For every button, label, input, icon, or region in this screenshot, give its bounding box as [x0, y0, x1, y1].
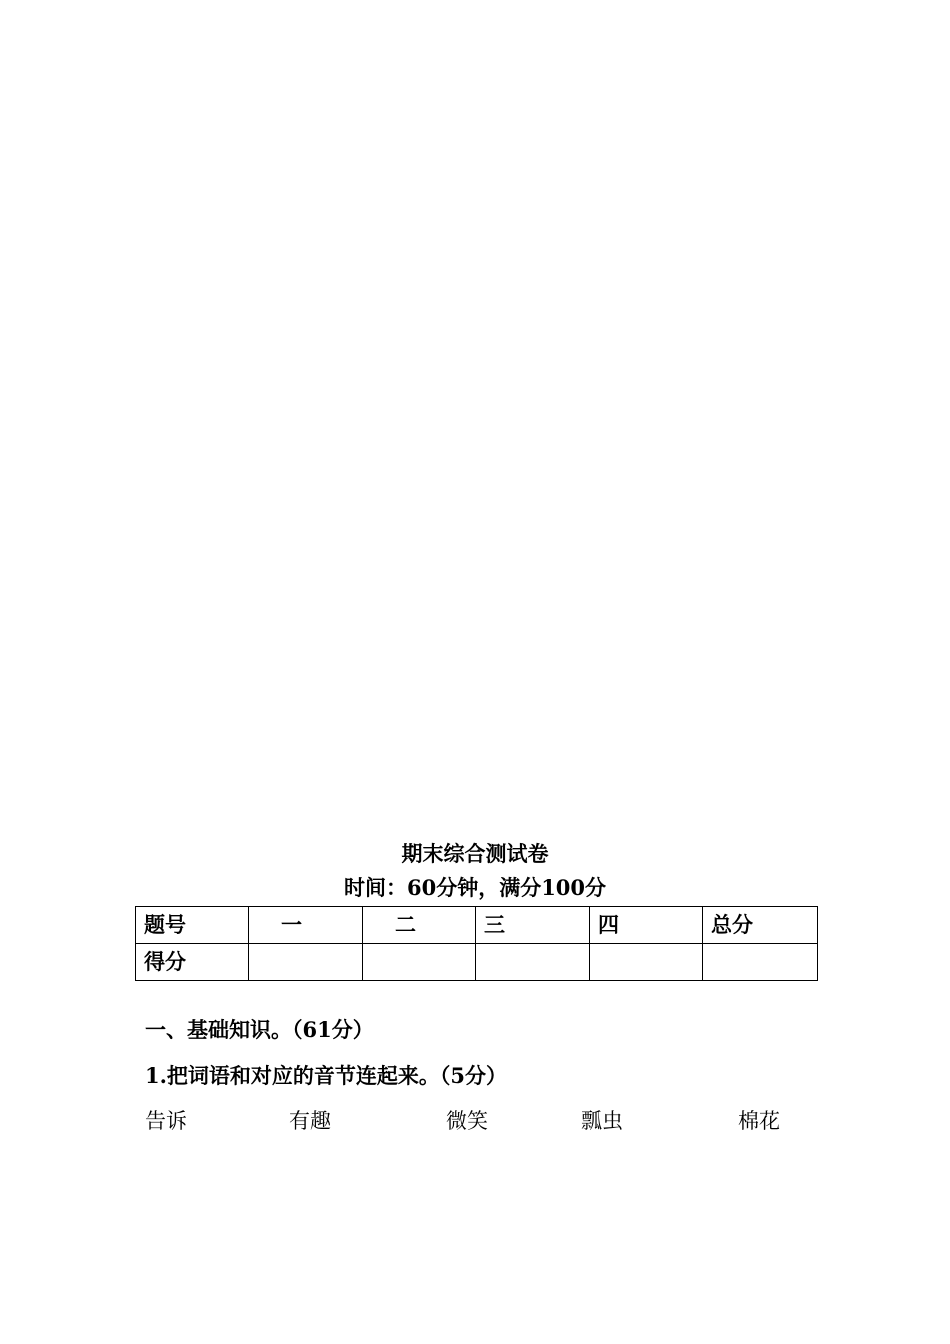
header-cell-part-4: 四 [590, 907, 703, 944]
word-item[interactable]: 有趣 [289, 1109, 331, 1133]
score-cell-part-1[interactable] [249, 944, 363, 981]
word-item[interactable]: 微笑 [446, 1109, 488, 1133]
header-cell-part-2: 二 [363, 907, 476, 944]
header-cell-total: 总分 [703, 907, 818, 944]
exam-time-and-score: 时间：60分钟，满分100分 [343, 875, 607, 900]
header-cell-part-1: 一 [249, 907, 363, 944]
score-cell-part-2[interactable] [363, 944, 476, 981]
question-1-prompt: 1.把词语和对应的音节连起来。（5分） [145, 1063, 508, 1088]
word-item[interactable]: 告诉 [145, 1109, 187, 1133]
score-row-label: 得分 [136, 944, 249, 981]
page-title: 期末综合测试卷 [401, 841, 549, 866]
header-cell-question-number: 题号 [136, 907, 249, 944]
score-cell-part-4[interactable] [590, 944, 703, 981]
score-table [135, 906, 818, 981]
word-item[interactable]: 棉花 [738, 1109, 780, 1133]
score-cell-total[interactable] [703, 944, 818, 981]
score-cell-part-3[interactable] [476, 944, 590, 981]
section-heading-basic-knowledge: 一、基础知识。（61分） [145, 1017, 374, 1042]
score-table-score-row [136, 944, 818, 981]
word-item[interactable]: 瓢虫 [581, 1109, 623, 1133]
score-table-header-row [136, 907, 818, 944]
header-cell-part-3: 三 [476, 907, 590, 944]
